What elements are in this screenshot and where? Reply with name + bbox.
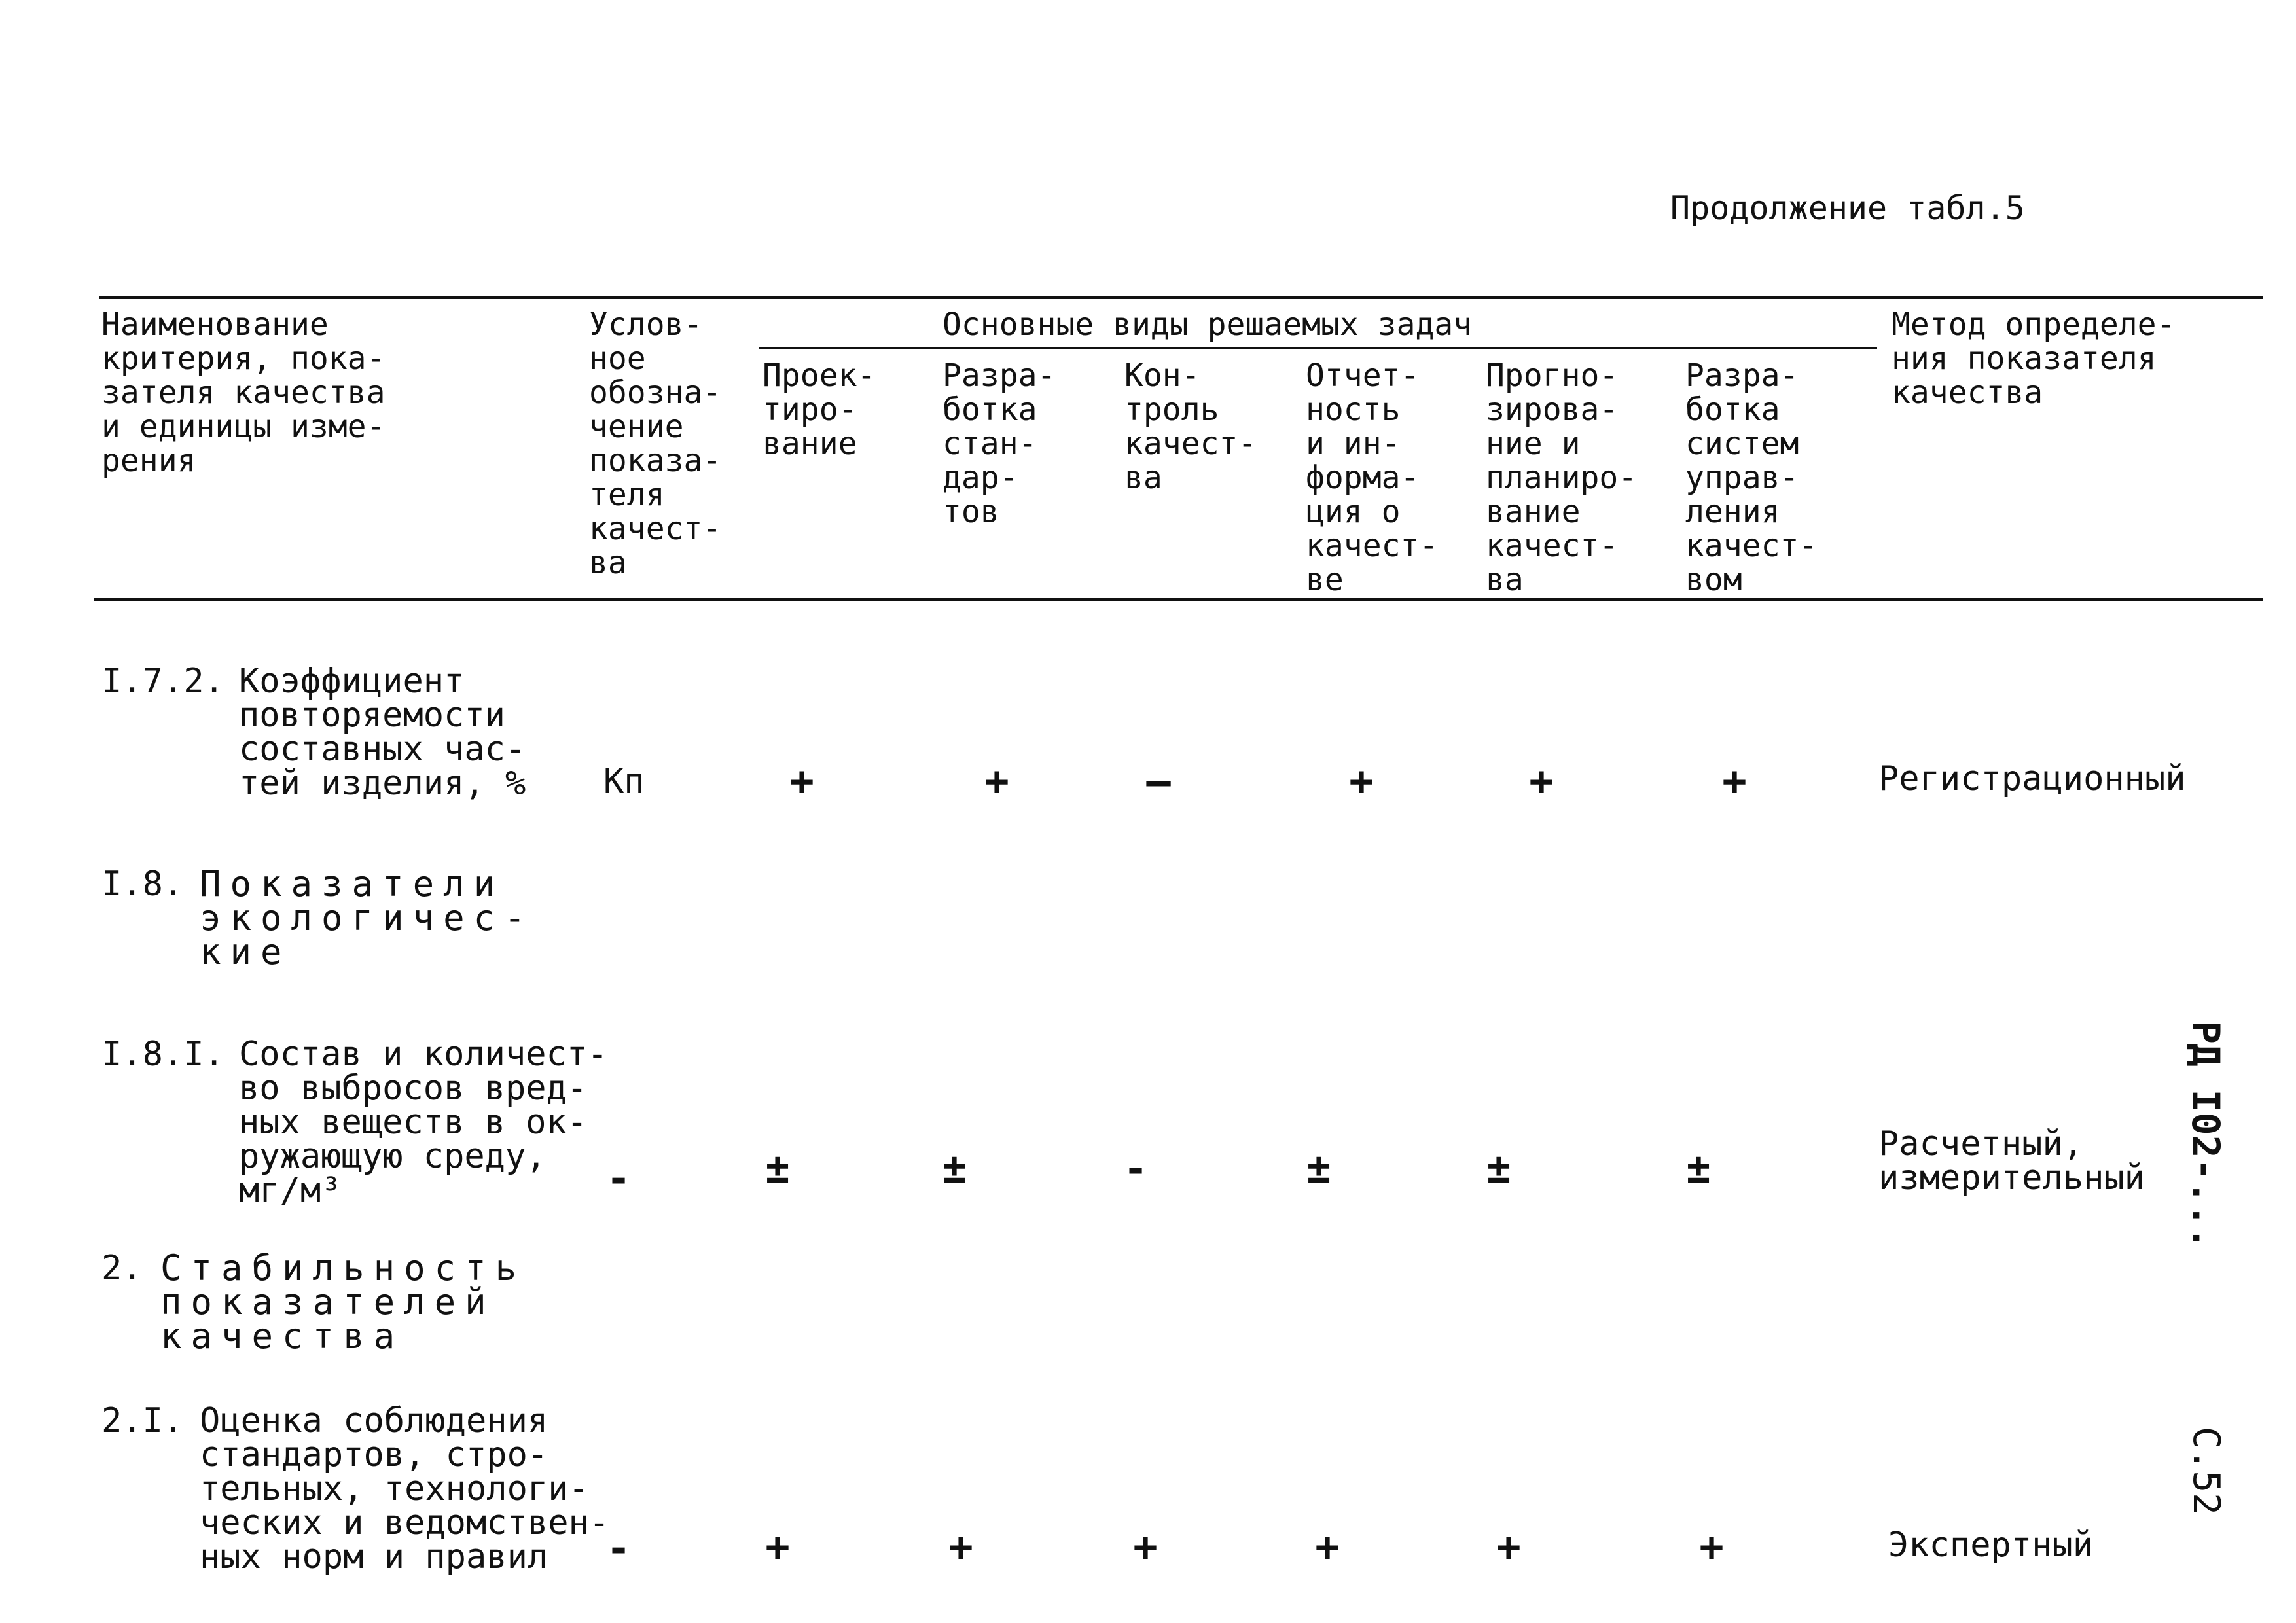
- header-task-design: Проек- тиро- вание: [762, 357, 876, 462]
- mark-forecasting: ±: [1486, 1145, 1511, 1192]
- row-name: Показатели экологичес- кие: [200, 863, 535, 972]
- row-method: Расчетный, измерительный: [1878, 1124, 2145, 1198]
- header-method-column: Метод определе- ния показателя качества: [1892, 306, 2176, 411]
- mark-standards: +: [984, 757, 1009, 805]
- mark-design: +: [789, 757, 814, 805]
- row-number: I.8.: [101, 865, 184, 904]
- mark-control: +: [1133, 1523, 1158, 1571]
- header-task-standards: Разра- ботка стан- дар- тов: [942, 357, 1056, 530]
- mark-design: +: [765, 1523, 790, 1571]
- header-tasks-group: Основные виды решаемых задач: [942, 306, 1473, 343]
- header-task-reporting: Отчет- ность и ин- форма- ция о качест- ве: [1306, 357, 1439, 598]
- mark-reporting: ±: [1306, 1145, 1331, 1192]
- mark-systems: +: [1722, 757, 1747, 805]
- mark-systems: +: [1699, 1523, 1724, 1571]
- header-task-control: Кон- троль качест- ва: [1124, 357, 1257, 496]
- mark-control: -: [1123, 1145, 1148, 1192]
- header-name-column: Наименование критерия, пока- зателя качества и единицы изме- рения: [101, 306, 386, 479]
- mark-standards: ±: [942, 1145, 967, 1192]
- row-number: I.7.2.: [101, 662, 224, 701]
- header-symbol-column: Услов- ное обозна- чение показа- теля качест- ва: [589, 306, 722, 581]
- mark-forecasting: +: [1496, 1523, 1521, 1571]
- mark-systems: ±: [1686, 1145, 1711, 1192]
- row-number: 2.I.: [101, 1401, 184, 1440]
- row-name: Состав и количест- во выбросов вред- ных веществ в ок- ружающую среду, мг/м³: [239, 1035, 608, 1210]
- row-number: 2.: [101, 1249, 143, 1288]
- row-method: Экспертный: [1888, 1525, 2094, 1565]
- mark-reporting: +: [1349, 757, 1374, 805]
- mark-control: –: [1146, 757, 1171, 805]
- row-symbol: -: [606, 1524, 631, 1572]
- mark-design: ±: [765, 1145, 790, 1192]
- row-name: Стабильность показателей качества: [160, 1247, 526, 1357]
- task-group-rule: [759, 347, 1877, 349]
- row-symbol: -: [606, 1154, 631, 1202]
- row-number: I.8.I.: [101, 1035, 224, 1074]
- mark-reporting: +: [1315, 1523, 1340, 1571]
- header-task-forecasting: Прогно- зирова- ние и планиро- вание качест- ва: [1486, 357, 1638, 598]
- page-number: С.52: [2185, 1427, 2227, 1515]
- header-task-systems: Разра- ботка систем управ- ления качест- вом: [1685, 357, 1818, 598]
- row-name: Коэффициент повторяемости составных час- тей изделия, %: [239, 662, 526, 803]
- header-bottom-rule: [94, 598, 2263, 601]
- row-method: Регистрационный: [1878, 759, 2186, 798]
- continuation-title: Продолжение табл.5: [1670, 189, 2025, 227]
- row-symbol: Кп: [603, 762, 645, 801]
- mark-forecasting: +: [1529, 757, 1554, 805]
- mark-standards: +: [948, 1523, 973, 1571]
- row-name: Оценка соблюдения стандартов, стро- тельных, технологи- ческих и ведомствен- ных норм и правил: [200, 1401, 610, 1577]
- table-top-rule: [99, 296, 2263, 299]
- document-code: РД I02-...: [2183, 1021, 2228, 1250]
